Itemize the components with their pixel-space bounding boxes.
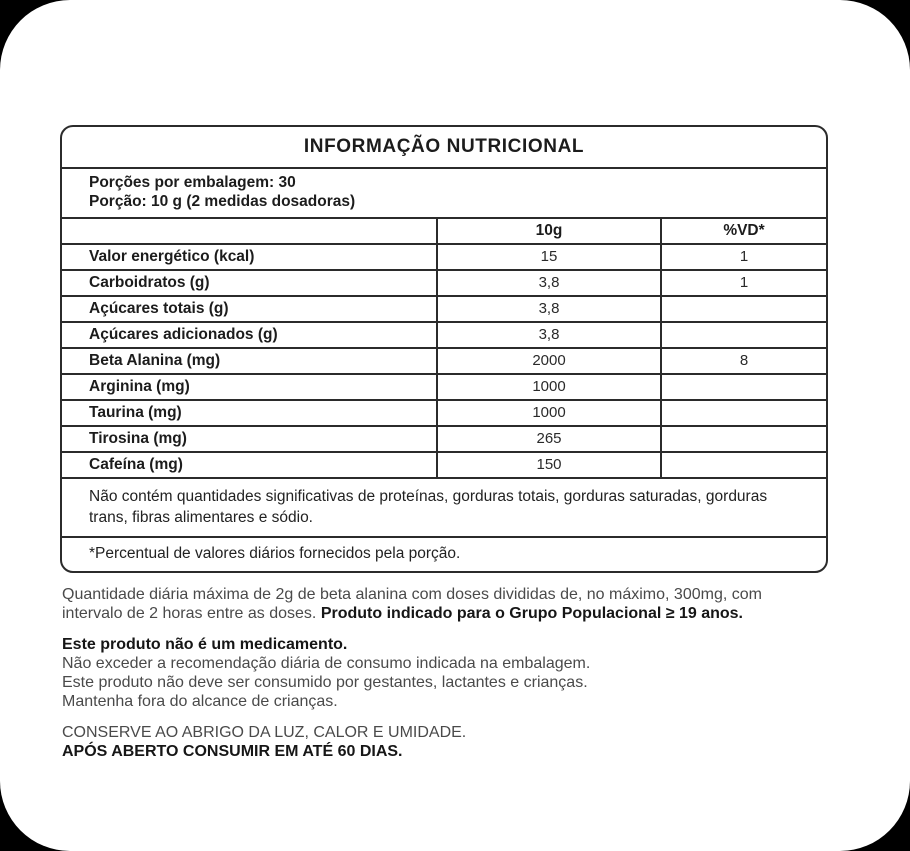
header-empty-cell (62, 219, 438, 243)
nutrient-name: Taurina (mg) (62, 401, 438, 425)
nutrient-dv (662, 453, 826, 477)
table-row (62, 297, 826, 323)
nutrient-dv: 8 (739, 352, 749, 369)
nutrient-amount: 2000 (438, 349, 662, 373)
nutrition-table (60, 125, 828, 573)
header-amount-cell: 10g (438, 219, 662, 243)
nutrient-dv (662, 401, 826, 425)
warning-line3: Mantenha fora do alcance de crianças. (62, 693, 338, 710)
nutrient-name: Beta Alanina (mg) (62, 349, 438, 373)
nutrient-amount: 150 (438, 453, 662, 477)
warning-line2: Este produto não deve ser consumido por gestantes, lactantes e crianças. (62, 674, 588, 691)
table-row (62, 323, 826, 349)
nutrient-dv (662, 375, 826, 399)
nutrient-dv (662, 323, 826, 347)
nutrient-amount: 3,8 (438, 271, 662, 295)
nutrient-amount: 15 (438, 245, 662, 269)
dosage-paragraph (62, 585, 857, 623)
table-row (62, 271, 826, 297)
nutrient-name: Valor energético (kcal) (62, 245, 438, 269)
nutrient-amount: 1000 (438, 401, 662, 425)
nutrient-name: Carboidratos (g) (62, 271, 438, 295)
daily-value-footnote: *Percentual de valores diários fornecidos pela porção. (89, 545, 461, 562)
table-row (62, 427, 826, 453)
serving-size: Porção: 10 g (2 medidas dosadoras) (89, 193, 356, 210)
table-row (62, 245, 826, 271)
no-significant-amounts-note: Não contém quantidades significativas de proteínas, gorduras totais, gorduras saturadas, gorduras trans, fibras alimentares e sódio. (62, 479, 826, 538)
nutrient-name: Açúcares totais (g) (62, 297, 438, 321)
dosage-line1: Quantidade diária máxima de 2g de beta alanina com doses divididas de, no máximo, 300mg, com (62, 586, 762, 603)
table-row (62, 453, 826, 479)
info-text (62, 585, 857, 773)
nutrient-amount: 1000 (438, 375, 662, 399)
nutrient-dv: 1 (739, 274, 749, 291)
servings-per-package: Porções por embalagem: 30 (89, 174, 296, 191)
nutrient-name: Cafeína (mg) (62, 453, 438, 477)
not-a-medicine-statement: Este produto não é um medicamento. (62, 636, 348, 653)
nutrient-dv: 1 (739, 248, 749, 265)
storage-line: CONSERVE AO ABRIGO DA LUZ, CALOR E UMIDADE. (62, 724, 467, 741)
storage-paragraph (62, 723, 857, 761)
nutrient-amount: 265 (438, 427, 662, 451)
nutrient-dv (662, 427, 826, 451)
nutrient-amount: 3,8 (438, 297, 662, 321)
table-row (62, 401, 826, 427)
after-opening-statement: APÓS ABERTO CONSUMIR EM ATÉ 60 DIAS. (62, 743, 403, 760)
table-row (62, 349, 826, 375)
population-group-statement: Produto indicado para o Grupo Populacional ≥ 19 anos. (320, 605, 743, 622)
serving-info (62, 169, 826, 219)
table-header-row (62, 219, 826, 245)
table-title: INFORMAÇÃO NUTRICIONAL (62, 127, 826, 169)
nutrient-dv (662, 297, 826, 321)
nutrient-amount: 3,8 (438, 323, 662, 347)
header-dv-cell: %VD* (723, 222, 765, 239)
nutrient-name: Tirosina (mg) (62, 427, 438, 451)
nutrient-name: Açúcares adicionados (g) (62, 323, 438, 347)
nutrient-name: Arginina (mg) (62, 375, 438, 399)
warning-line1: Não exceder a recomendação diária de consumo indicada na embalagem. (62, 655, 591, 672)
table-row (62, 375, 826, 401)
dosage-line2: intervalo de 2 horas entre as doses. (62, 605, 321, 622)
warning-paragraph (62, 635, 857, 711)
